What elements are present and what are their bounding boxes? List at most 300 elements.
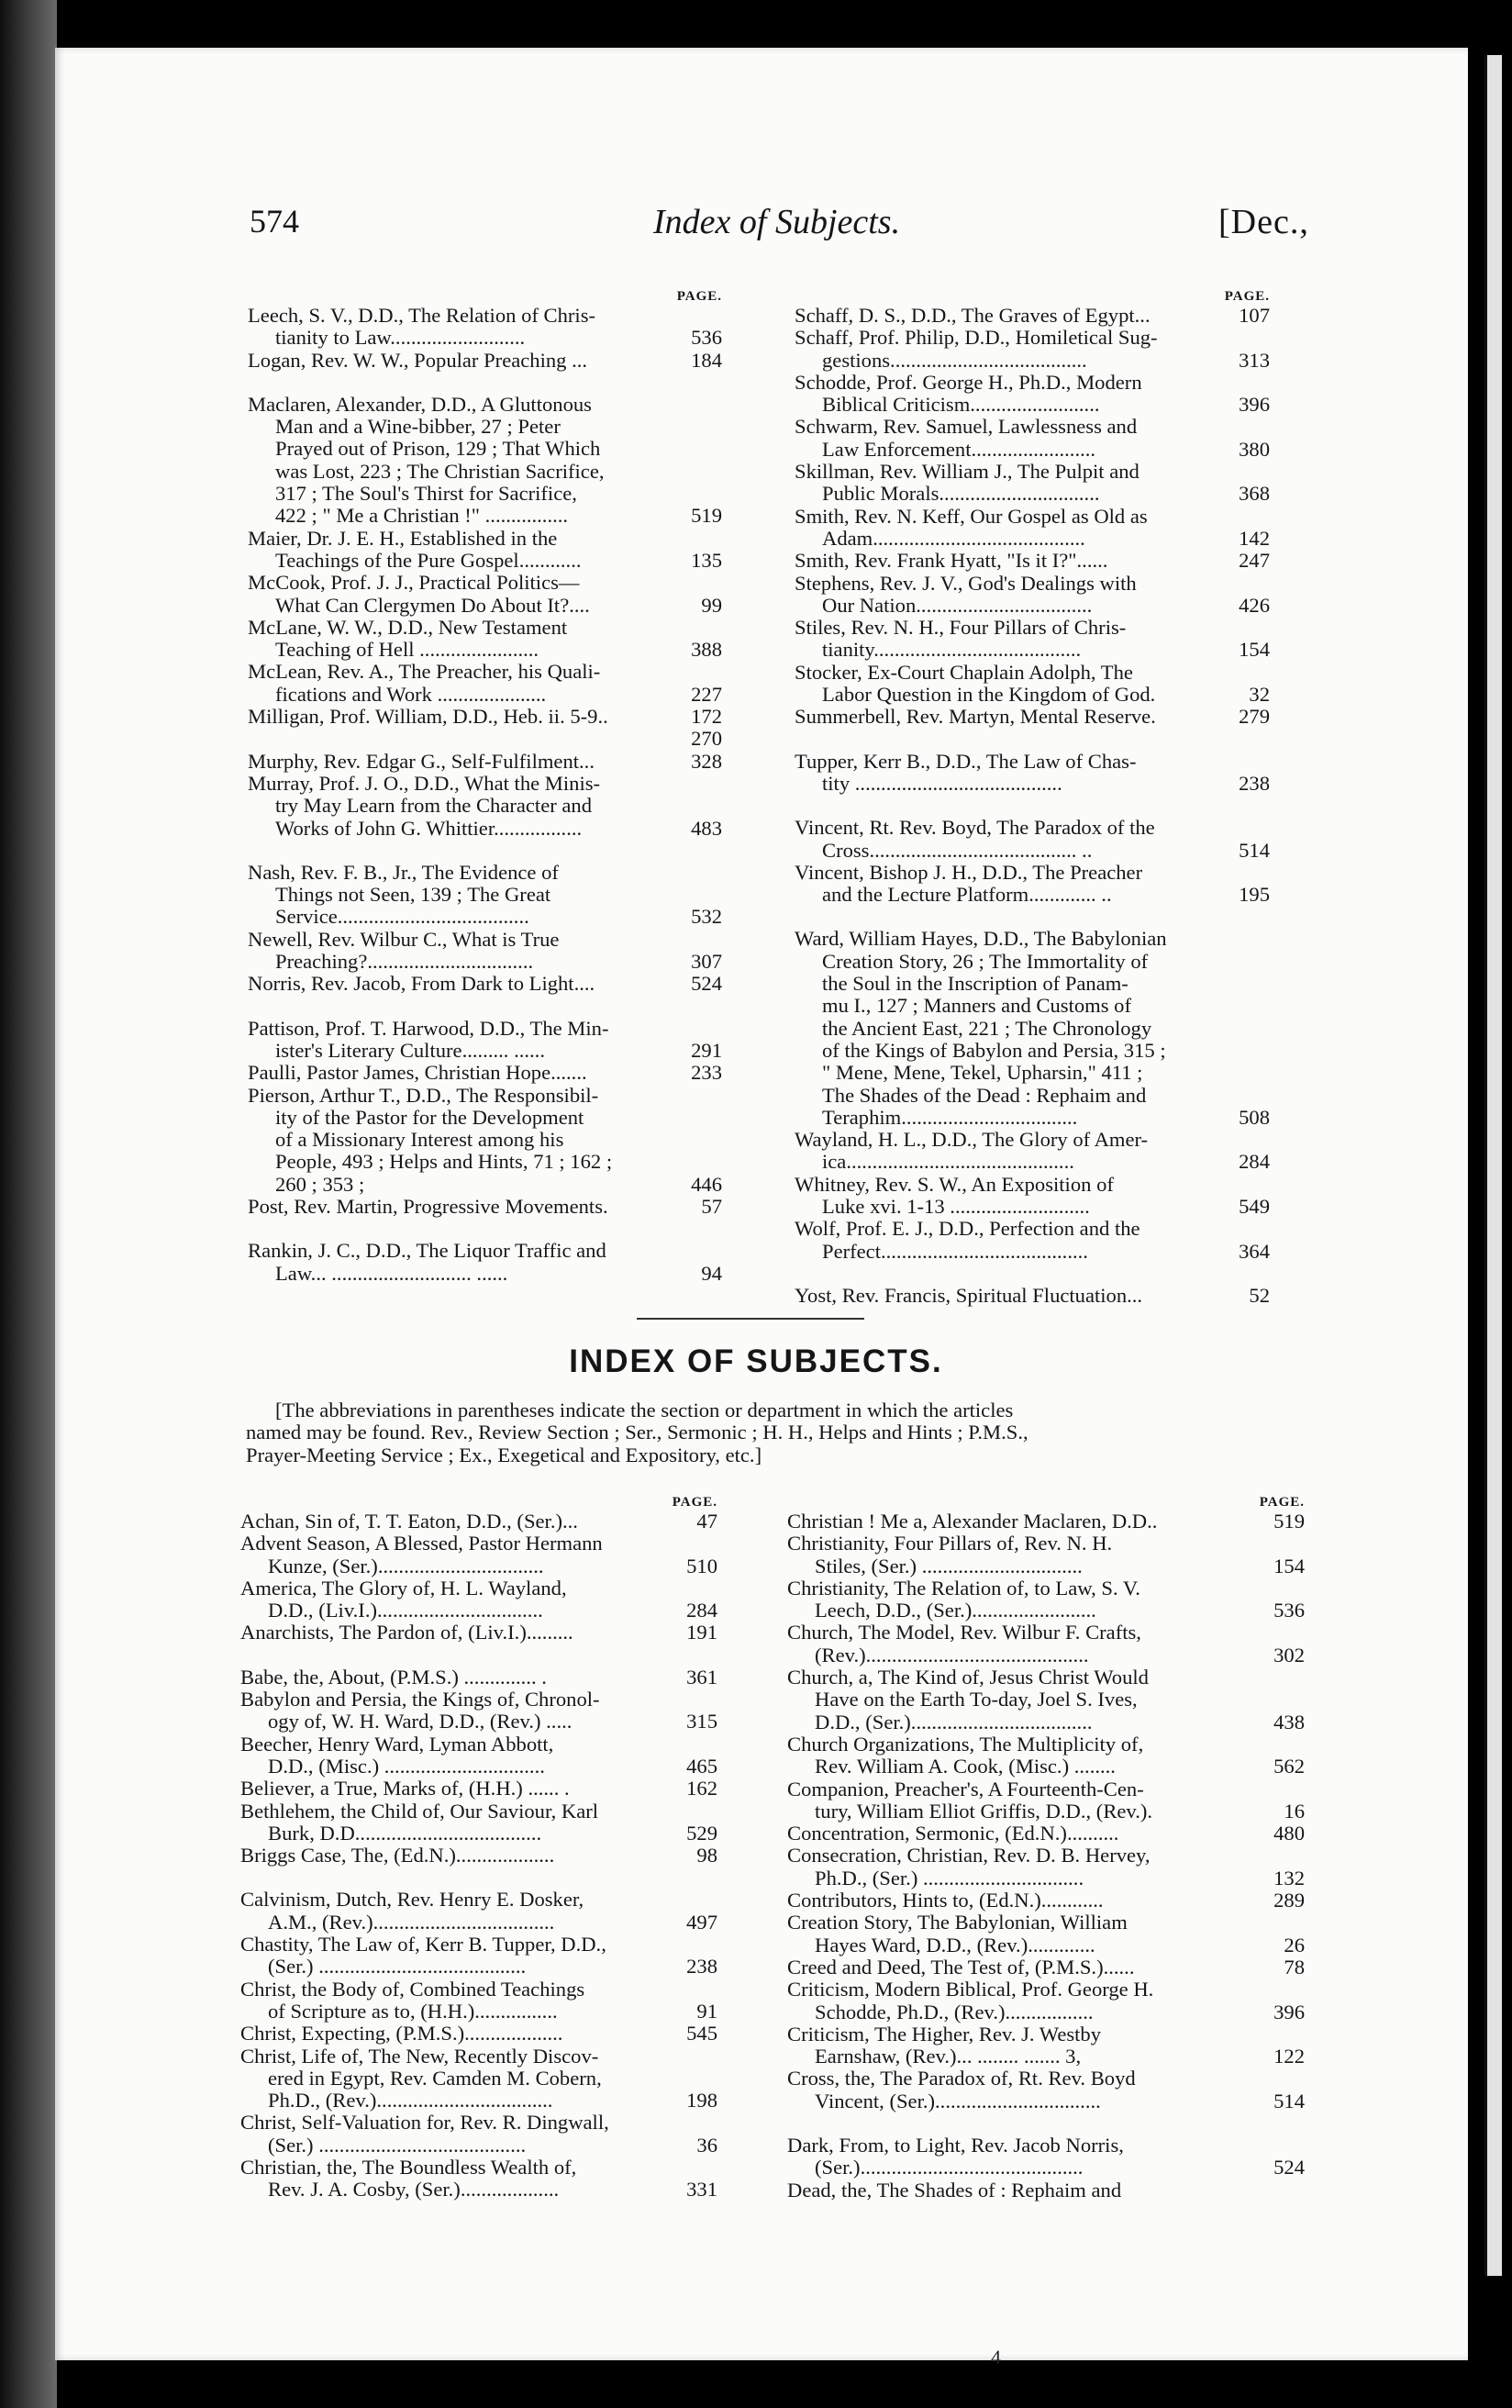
index-entry — [787, 1622, 1305, 1667]
index-entry-line: and the Lecture Platform............. .. — [822, 884, 1112, 907]
index-entry-line: Summerbell, Rev. Martyn, Mental Reserve. — [795, 706, 1156, 729]
index-entry-line: Criticism, The Higher, Rev. J. Westby — [787, 2023, 1102, 2046]
index-entry — [248, 706, 722, 751]
page-reference: 508 — [1239, 1105, 1270, 1129]
lower-left-column — [240, 1494, 717, 2202]
index-entry — [240, 1934, 717, 1979]
index-entry-line: tianity to Law.......................... — [275, 327, 526, 350]
lower-right-column — [787, 1494, 1305, 2202]
index-entry-line: Ward, William Hayes, D.D., The Babylonian — [795, 928, 1167, 951]
index-entry — [248, 1196, 722, 1218]
index-entry-line: Paulli, Pastor James, Christian Hope....... — [248, 1062, 587, 1085]
index-entry-line: Ph.D., (Rev.).................................. — [268, 2090, 553, 2113]
page-reference: 307 — [691, 950, 722, 974]
index-entry-line: Babylon and Persia, the Kings of, Chronol- — [240, 1689, 600, 1711]
index-entry — [787, 1577, 1305, 1622]
index-entry — [795, 506, 1270, 551]
index-entry — [795, 550, 1270, 572]
index-entry — [240, 1979, 717, 2023]
page-reference: 184 — [691, 348, 722, 372]
index-entry-line: Rankin, J. C., D.D., The Liquor Traffic and — [248, 1240, 606, 1263]
index-entry-line: Hayes Ward, D.D., (Rev.)............. — [815, 1934, 1095, 1956]
page-reference: 227 — [691, 682, 722, 706]
index-entry — [248, 528, 722, 573]
running-title: Index of Subjects. — [653, 203, 901, 241]
abbreviations-note — [246, 1399, 1310, 1466]
index-entry-line: of Scripture as to, (H.H.)................ — [268, 2000, 558, 2023]
page-reference: 98 — [696, 1844, 717, 1867]
index-entry-line: Companion, Preacher's, A Fourteenth-Cen- — [787, 1778, 1144, 1800]
index-entry — [795, 617, 1270, 662]
page-reference: 247 — [1239, 549, 1270, 573]
index-entry-line: Smith, Rev. N. Keff, Our Gospel as Old as — [795, 505, 1148, 528]
index-entry-line: 317 ; The Soul's Thirst for Sacrifice, — [275, 483, 577, 506]
index-entry — [795, 305, 1270, 327]
index-entry — [787, 2179, 1305, 2202]
index-entry-line: Christ, Self-Valuation for, Rev. R. Dingwall, — [240, 2112, 609, 2135]
index-entry-line: Preaching?................................ — [275, 951, 534, 974]
index-entry-line: 260 ; 353 ; — [275, 1173, 365, 1196]
page-reference: 465 — [686, 1754, 717, 1778]
index-entry-line: Rev. William A. Cook, (Misc.) ........ — [815, 1756, 1116, 1778]
index-entry — [240, 2157, 717, 2202]
index-entry-line: Biblical Criticism......................... — [822, 394, 1100, 417]
page-column-label: PAGE. — [1224, 289, 1270, 304]
page-reference: 438 — [1273, 1710, 1305, 1734]
index-entry-line: Earnshaw, (Rev.)... ........ ....... 3, — [815, 2046, 1082, 2068]
page-reference: 172 270 — [691, 705, 722, 751]
page-reference: 524 — [1273, 2156, 1305, 2179]
index-entry-line: Concentration, Sermonic, (Ed.N.).......... — [787, 1823, 1119, 1845]
index-entry-line: Christian ! Me a, Alexander Maclaren, D.D.. — [787, 1511, 1158, 1533]
note-line: Prayer-Meeting Service ; Ex., Exegetical and Expository, etc.] — [246, 1443, 762, 1466]
index-entry-line: Christ, the Body of, Combined Teachings — [240, 1978, 585, 2001]
index-entry-line: Vincent, Bishop J. H., D.D., The Preacher — [795, 861, 1143, 884]
index-entry-line: Anarchists, The Pardon of, (Liv.I.)......... — [240, 1622, 573, 1644]
index-entry-line: Ph.D., (Ser.) ............................... — [815, 1867, 1084, 1890]
index-entry — [787, 2135, 1305, 2179]
page-reference: 16 — [1284, 1799, 1305, 1823]
index-entry-line: Law... ........................... ...... — [275, 1262, 508, 1285]
index-entry-line: America, The Glory of, H. L. Wayland, — [240, 1577, 567, 1600]
page-reference: 279 — [1239, 705, 1270, 729]
index-entry-line: Prayed out of Prison, 129 ; That Which — [275, 438, 601, 461]
index-entry — [248, 305, 722, 350]
index-entry-line: People, 493 ; Helps and Hints, 71 ; 162 ; — [275, 1151, 613, 1174]
index-entry — [240, 1533, 717, 1577]
page-reference: 446 — [691, 1172, 722, 1196]
page-reference: 426 — [1239, 593, 1270, 617]
index-entry-line: Public Morals............................... — [822, 483, 1100, 506]
index-entry — [787, 1734, 1305, 1778]
index-entry-line: Luke xvi. 1-13 ........................... — [822, 1195, 1090, 1218]
index-entry-line: Consecration, Christian, Rev. D. B. Hervey, — [787, 1845, 1151, 1867]
index-entry-line: Cross........................................ .. — [822, 839, 1093, 862]
page-reference: 510 — [686, 1554, 717, 1577]
index-entry — [795, 1129, 1270, 1174]
index-entry-line: What Can Clergymen Do About It?.... — [275, 594, 590, 617]
index-entry — [248, 1062, 722, 1084]
signature-mark: 4 — [991, 2346, 1001, 2369]
page-reference: 142 — [1239, 526, 1270, 550]
index-entry-line: Stephens, Rev. J. V., God's Dealings with — [795, 572, 1137, 595]
index-entry — [795, 862, 1270, 907]
page-reference: 361 — [686, 1665, 717, 1689]
index-entry-line: D.D., (Ser.)................................... — [815, 1711, 1093, 1734]
index-entry-line: fications and Work ..................... — [275, 683, 547, 706]
index-entry-line: Rev. J. A. Cosby, (Ser.)................... — [268, 2179, 560, 2202]
index-entry-line: ica............................................ — [822, 1151, 1074, 1174]
page-reference: 483 — [691, 816, 722, 840]
index-entry-line: Stiles, Rev. N. H., Four Pillars of Chris- — [795, 617, 1127, 640]
page-reference: 291 — [691, 1038, 722, 1062]
page-reference: 313 — [1239, 348, 1270, 372]
index-entry — [795, 751, 1270, 796]
index-entry — [795, 573, 1270, 618]
index-entry-line: Skillman, Rev. William J., The Pulpit and — [795, 461, 1140, 484]
page-reference: 32 — [1249, 683, 1270, 707]
index-entry-line — [248, 728, 680, 750]
page-reference: 545 — [686, 2022, 717, 2046]
index-entry-line: Wolf, Prof. E. J., D.D., Perfection and the — [795, 1218, 1140, 1241]
index-entry-line: Calvinism, Dutch, Rev. Henry E. Dosker, — [240, 1889, 584, 1912]
index-entry-line: A.M., (Rev.)................................... — [268, 1911, 555, 1934]
index-entry-line: Milligan, Prof. William, D.D., Heb. ii. 5-9.. — [248, 706, 608, 729]
index-entry-line: ered in Egypt, Rev. Camden M. Cobern, — [268, 2067, 602, 2090]
page-reference: 233 — [691, 1061, 722, 1085]
index-entry-line: 422 ; " Me a Christian !" ................ — [275, 505, 569, 528]
index-entry — [787, 1890, 1305, 1912]
index-entry-line: try May Learn from the Character and — [275, 795, 593, 818]
index-entry — [240, 1622, 717, 1644]
index-entry-line: Newell, Rev. Wilbur C., What is True — [248, 928, 560, 951]
page-reference: 302 — [1273, 1643, 1305, 1667]
index-entry-line: the Ancient East, 221 ; The Chronology — [822, 1017, 1152, 1040]
page-reference: 536 — [1273, 1599, 1305, 1622]
page-reference: 532 — [691, 905, 722, 929]
index-entry-line: McLean, Rev. A., The Preacher, his Quali- — [248, 661, 601, 684]
index-entry — [240, 1845, 717, 1867]
index-entry-line: Schodde, Prof. George H., Ph.D., Modern — [795, 371, 1142, 394]
page-reference: 132 — [1273, 1866, 1305, 1890]
index-entry-line: Norris, Rev. Jacob, From Dark to Light.... — [248, 973, 595, 996]
index-entry-line: Chastity, The Law of, Kerr B. Tupper, D.D., — [240, 1934, 606, 1956]
binding-edge — [1484, 55, 1502, 2276]
page-reference: 396 — [1273, 2000, 1305, 2023]
index-entry-line: the Soul in the Inscription of Panam- — [822, 973, 1128, 996]
index-entry — [240, 2046, 717, 2113]
index-entry-line: Dead, the, The Shades of : Rephaim and — [787, 2179, 1122, 2202]
page-reference: 198 — [686, 2089, 717, 2113]
index-entry-line: Pierson, Arthur T., D.D., The Responsibil- — [248, 1084, 599, 1107]
index-entry — [240, 1689, 717, 1734]
index-entry-line: Tupper, Kerr B., D.D., The Law of Chas- — [795, 750, 1137, 773]
index-entry-line: Post, Rev. Martin, Progressive Movements. — [248, 1195, 608, 1218]
index-entry-line: Vincent, Rt. Rev. Boyd, The Paradox of the — [795, 817, 1155, 840]
index-entry — [787, 1778, 1305, 1823]
index-entry — [248, 862, 722, 929]
index-entry — [240, 1667, 717, 1689]
index-entry-line: Christian, the, The Boundless Wealth of, — [240, 2157, 577, 2179]
page-reference: 514 — [1273, 2089, 1305, 2113]
index-entry-line: of the Kings of Babylon and Persia, 315 ; — [822, 1039, 1166, 1062]
page-reference: 162 — [686, 1777, 717, 1800]
index-entry — [795, 416, 1270, 461]
index-entry — [248, 394, 722, 528]
page-column-label: PAGE. — [1259, 1495, 1305, 1510]
index-entry-line: Stiles, (Ser.) ............................... — [815, 1555, 1083, 1577]
index-entry — [248, 1085, 722, 1196]
page-reference: 107 — [1239, 304, 1270, 327]
index-entry — [787, 1667, 1305, 1734]
index-entry-line: Wayland, H. L., D.D., The Glory of Amer- — [795, 1129, 1149, 1152]
index-entry-line: Have on the Earth To-day, Joel S. Ives, — [815, 1689, 1138, 1711]
index-entry — [240, 2112, 717, 2157]
page-reference: 238 — [686, 1955, 717, 1979]
index-entry — [787, 1533, 1305, 1577]
index-entry-line: Teaching of Hell ....................... — [275, 639, 539, 662]
index-entry-line: Things not Seen, 139 ; The Great — [275, 884, 551, 907]
index-entry — [248, 973, 722, 995]
index-entry — [248, 661, 722, 706]
index-entry-line: Pattison, Prof. T. Harwood, D.D., The Min- — [248, 1017, 609, 1040]
index-entry-line: Christianity, Four Pillars of, Rev. N. H. — [787, 1533, 1113, 1555]
page-reference: 57 — [701, 1194, 722, 1218]
index-entry-line: of a Missionary Interest among his — [275, 1129, 564, 1152]
page-reference: 315 — [686, 1710, 717, 1734]
index-entry — [248, 751, 722, 773]
index-entry-line: ogy of, W. H. Ward, D.D., (Rev.) ..... — [268, 1711, 573, 1734]
note-line: named may be found. Rev., Review Section ; Ser., Sermonic ; H. H., Helps and Hints ; P.M.S., — [246, 1421, 1028, 1444]
index-entry-line: Babe, the, About, (P.M.S.) .............. . — [240, 1666, 547, 1689]
index-entry-line: ister's Literary Culture......... ...... — [275, 1039, 545, 1062]
page-reference: 47 — [696, 1510, 717, 1533]
index-entry-line: tity ........................................ — [822, 772, 1062, 795]
index-entry — [240, 1734, 717, 1778]
page-reference: 368 — [1239, 482, 1270, 506]
page-column-label: PAGE. — [672, 1495, 717, 1510]
page-reference: 135 — [691, 548, 722, 572]
index-entry — [248, 1018, 722, 1063]
index-entry-line: Labor Question in the Kingdom of God. — [822, 684, 1156, 707]
index-entry — [795, 1218, 1270, 1263]
index-entry-line: Vincent, (Ser.)................................ — [815, 2090, 1101, 2113]
index-entry-line: Advent Season, A Blessed, Pastor Hermann — [240, 1533, 603, 1555]
index-entry-line: Christ, Expecting, (P.M.S.)................... — [240, 2023, 563, 2046]
index-entry-line: Leech, D.D., (Ser.)........................ — [815, 1600, 1096, 1622]
index-entry-line: Adam......................................... — [822, 527, 1085, 550]
running-date: [Dec., — [1218, 203, 1309, 241]
index-entry — [787, 1912, 1305, 1956]
index-entry-line: McCook, Prof. J. J., Practical Politics— — [248, 572, 580, 595]
index-entry-line: tury, William Elliot Griffis, D.D., (Rev.). — [815, 1800, 1153, 1823]
index-entry-line: Nash, Rev. F. B., Jr., The Evidence of — [248, 861, 559, 884]
index-entry-line: tianity........................................ — [822, 639, 1082, 662]
index-entry — [795, 372, 1270, 417]
index-entry-line: Logan, Rev. W. W., Popular Preaching ... — [248, 349, 588, 372]
index-entry-line: Maclaren, Alexander, D.D., A Gluttonous — [248, 393, 592, 416]
index-entry-line: Law Enforcement........................ — [822, 438, 1096, 461]
page-reference: 331 — [686, 2178, 717, 2202]
index-entry-line: (Ser.)........................................... — [815, 2157, 1084, 2179]
index-entry — [240, 2023, 717, 2045]
page-reference: 91 — [696, 1999, 717, 2023]
index-entry-line: D.D., (Liv.I.)................................ — [268, 1600, 543, 1622]
index-entry — [240, 1889, 717, 1934]
index-entry-line: Murray, Prof. J. O., D.D., What the Minis- — [248, 772, 601, 795]
index-entry-line: Contributors, Hints to, (Ed.N.)............ — [787, 1890, 1104, 1912]
index-entry — [795, 1174, 1270, 1219]
index-entry-line: Maier, Dr. J. E. H., Established in the — [248, 527, 558, 550]
index-entry — [787, 1511, 1305, 1533]
index-entry-line: Cross, the, The Paradox of, Rt. Rev. Boyd — [787, 2068, 1136, 2090]
page-reference: 549 — [1239, 1194, 1270, 1218]
running-header — [183, 196, 1330, 251]
index-entry — [248, 1240, 722, 1285]
page-reference: 284 — [1239, 1150, 1270, 1174]
page-reference: 154 — [1273, 1554, 1305, 1577]
index-entry-line: Creed and Deed, The Test of, (P.M.S.)...... — [787, 1956, 1135, 1979]
page-reference: 36 — [696, 2133, 717, 2157]
index-entry-line: Achan, Sin of, T. T. Eaton, D.D., (Ser.)... — [240, 1511, 578, 1533]
page-reference: 99 — [701, 593, 722, 617]
index-entry-line: (Ser.) ........................................ — [268, 2134, 527, 2157]
index-entry — [248, 773, 722, 840]
index-entry-line: Church Organizations, The Multiplicity of, — [787, 1733, 1144, 1756]
page-reference: 284 — [686, 1599, 717, 1622]
index-entry — [248, 572, 722, 617]
index-entry-line: Murphy, Rev. Edgar G., Self-Fulfilment... — [248, 750, 595, 773]
index-entry-line: Creation Story, The Babylonian, William — [787, 1912, 1128, 1934]
index-entry-line: (Ser.) ........................................ — [268, 1956, 527, 1979]
index-entry-line: Dark, From, to Light, Rev. Jacob Norris, — [787, 2135, 1124, 2157]
page-reference: 238 — [1239, 771, 1270, 795]
page-reference: 78 — [1284, 1955, 1305, 1979]
index-entry — [240, 1800, 717, 1845]
index-entry — [787, 2023, 1305, 2068]
index-entry-line: Beecher, Henry Ward, Lyman Abbott, — [240, 1733, 554, 1756]
page-reference: 536 — [691, 326, 722, 350]
index-entry-line: Schwarm, Rev. Samuel, Lawlessness and — [795, 416, 1138, 439]
index-entry-line: Schaff, Prof. Philip, D.D., Homiletical Sug- — [795, 327, 1158, 350]
index-entry-line: " Mene, Mene, Tekel, Upharsin," 411 ; — [822, 1062, 1143, 1085]
index-entry — [240, 1577, 717, 1622]
index-entry — [795, 662, 1270, 707]
index-entry-line: The Shades of the Dead : Rephaim and — [822, 1084, 1147, 1107]
index-entry — [795, 327, 1270, 372]
index-entry-line: D.D., (Misc.) ............................... — [268, 1755, 545, 1778]
page-reference: 154 — [1239, 638, 1270, 662]
index-entry-line: (Rev.)........................................... — [815, 1644, 1089, 1667]
page-reference: 364 — [1239, 1239, 1270, 1263]
index-entry-line: Church, The Model, Rev. Wilbur F. Crafts, — [787, 1622, 1141, 1644]
index-entry — [795, 706, 1270, 728]
page-reference: 94 — [701, 1261, 722, 1285]
page-column-label: PAGE. — [676, 289, 722, 304]
index-entry-line: Briggs Case, The, (Ed.N.)................... — [240, 1845, 555, 1867]
page-reference: 497 — [686, 1910, 717, 1934]
page-reference: 191 — [686, 1621, 717, 1644]
index-entry-line: Stocker, Ex-Court Chaplain Adolph, The — [795, 661, 1133, 684]
page-reference: 562 — [1273, 1755, 1305, 1778]
index-entry — [787, 1823, 1305, 1845]
index-entry — [787, 1845, 1305, 1890]
note-line: [The abbreviations in parentheses indicate the section or department in which the articles — [275, 1399, 1014, 1421]
index-entry-line: Perfect........................................ — [822, 1240, 1088, 1263]
page-reference: 519 — [691, 504, 722, 528]
index-entry — [248, 350, 722, 372]
index-entry — [248, 617, 722, 662]
index-entry — [795, 817, 1270, 862]
index-entry — [787, 1956, 1305, 1979]
section-divider — [637, 1318, 864, 1320]
index-entry — [240, 1511, 717, 1533]
page-reference: 480 — [1273, 1822, 1305, 1845]
index-entry-line: ity of the Pastor for the Development — [275, 1106, 584, 1129]
index-entry-line: McLane, W. W., D.D., New Testament — [248, 616, 568, 639]
index-entry — [248, 929, 722, 974]
page-reference: 289 — [1273, 1889, 1305, 1912]
page-reference: 519 — [1273, 1510, 1305, 1533]
index-entry-line: Creation Story, 26 ; The Immortality of — [822, 950, 1149, 973]
index-entry-line: Criticism, Modern Biblical, Prof. George H. — [787, 1979, 1154, 2001]
index-entry-line: Kunze, (Ser.)................................ — [268, 1555, 544, 1577]
index-entry-line: Works of John G. Whittier................. — [275, 817, 583, 840]
index-entry-line: Bethlehem, the Child of, Our Saviour, Karl — [240, 1800, 599, 1823]
index-entry-line: Whitney, Rev. S. W., An Exposition of — [795, 1173, 1114, 1196]
page-reference: 524 — [691, 972, 722, 996]
page-number: 574 — [250, 203, 299, 240]
scan-edge-shadow — [0, 0, 57, 2408]
index-entry — [240, 1778, 717, 1800]
page-reference: 52 — [1249, 1283, 1270, 1307]
section-title: INDEX OF SUBJECTS. — [569, 1343, 943, 1379]
page-reference: 26 — [1284, 1933, 1305, 1956]
index-entry-line: Leech, S. V., D.D., The Relation of Chris- — [248, 305, 596, 327]
page-reference: 380 — [1239, 437, 1270, 461]
index-entry — [787, 1979, 1305, 2023]
index-entry-line: Yost, Rev. Francis, Spiritual Fluctuation... — [795, 1284, 1143, 1307]
page-reference: 396 — [1239, 393, 1270, 417]
index-entry-line: Service..................................... — [275, 906, 529, 929]
index-entry-line: was Lost, 223 ; The Christian Sacrifice, — [275, 460, 605, 483]
page-reference: 195 — [1239, 883, 1270, 907]
index-entry-line: Teachings of the Pure Gospel............ — [275, 549, 582, 572]
index-entry-line: Smith, Rev. Frank Hyatt, "Is it I?"...... — [795, 550, 1108, 573]
index-entry — [787, 2068, 1305, 2113]
page-reference: 122 — [1273, 2045, 1305, 2068]
index-entry — [795, 1285, 1270, 1307]
index-entry-line: Our Nation.................................. — [822, 594, 1093, 617]
index-entry-line: Christianity, The Relation of, to Law, S. V. — [787, 1577, 1140, 1600]
page-reference: 388 — [691, 638, 722, 662]
index-entry-line: Church, a, The Kind of, Jesus Christ Would — [787, 1667, 1149, 1689]
index-entry-line: Christ, Life of, The New, Recently Discov- — [240, 2045, 599, 2068]
index-entry-line: Schodde, Ph.D., (Rev.)................. — [815, 2001, 1094, 2023]
upper-left-column — [248, 288, 722, 1285]
index-entry-line: Schaff, D. S., D.D., The Graves of Egypt... — [795, 305, 1151, 327]
index-entry-line: Burk, D.D.................................... — [268, 1822, 542, 1845]
index-entry-line: Believer, a True, Marks of, (H.H.) ...... . — [240, 1778, 570, 1800]
index-entry — [795, 461, 1270, 506]
page-reference: 514 — [1239, 838, 1270, 862]
index-entry-line: Teraphim.................................. — [822, 1106, 1078, 1129]
index-entry — [795, 928, 1270, 1129]
index-entry-line: Man and a Wine-bibber, 27 ; Peter — [275, 416, 561, 439]
index-entry-line: mu I., 127 ; Manners and Customs of — [822, 995, 1131, 1018]
page-reference: 529 — [686, 1821, 717, 1845]
index-entry-line: gestions...................................... — [822, 349, 1087, 372]
